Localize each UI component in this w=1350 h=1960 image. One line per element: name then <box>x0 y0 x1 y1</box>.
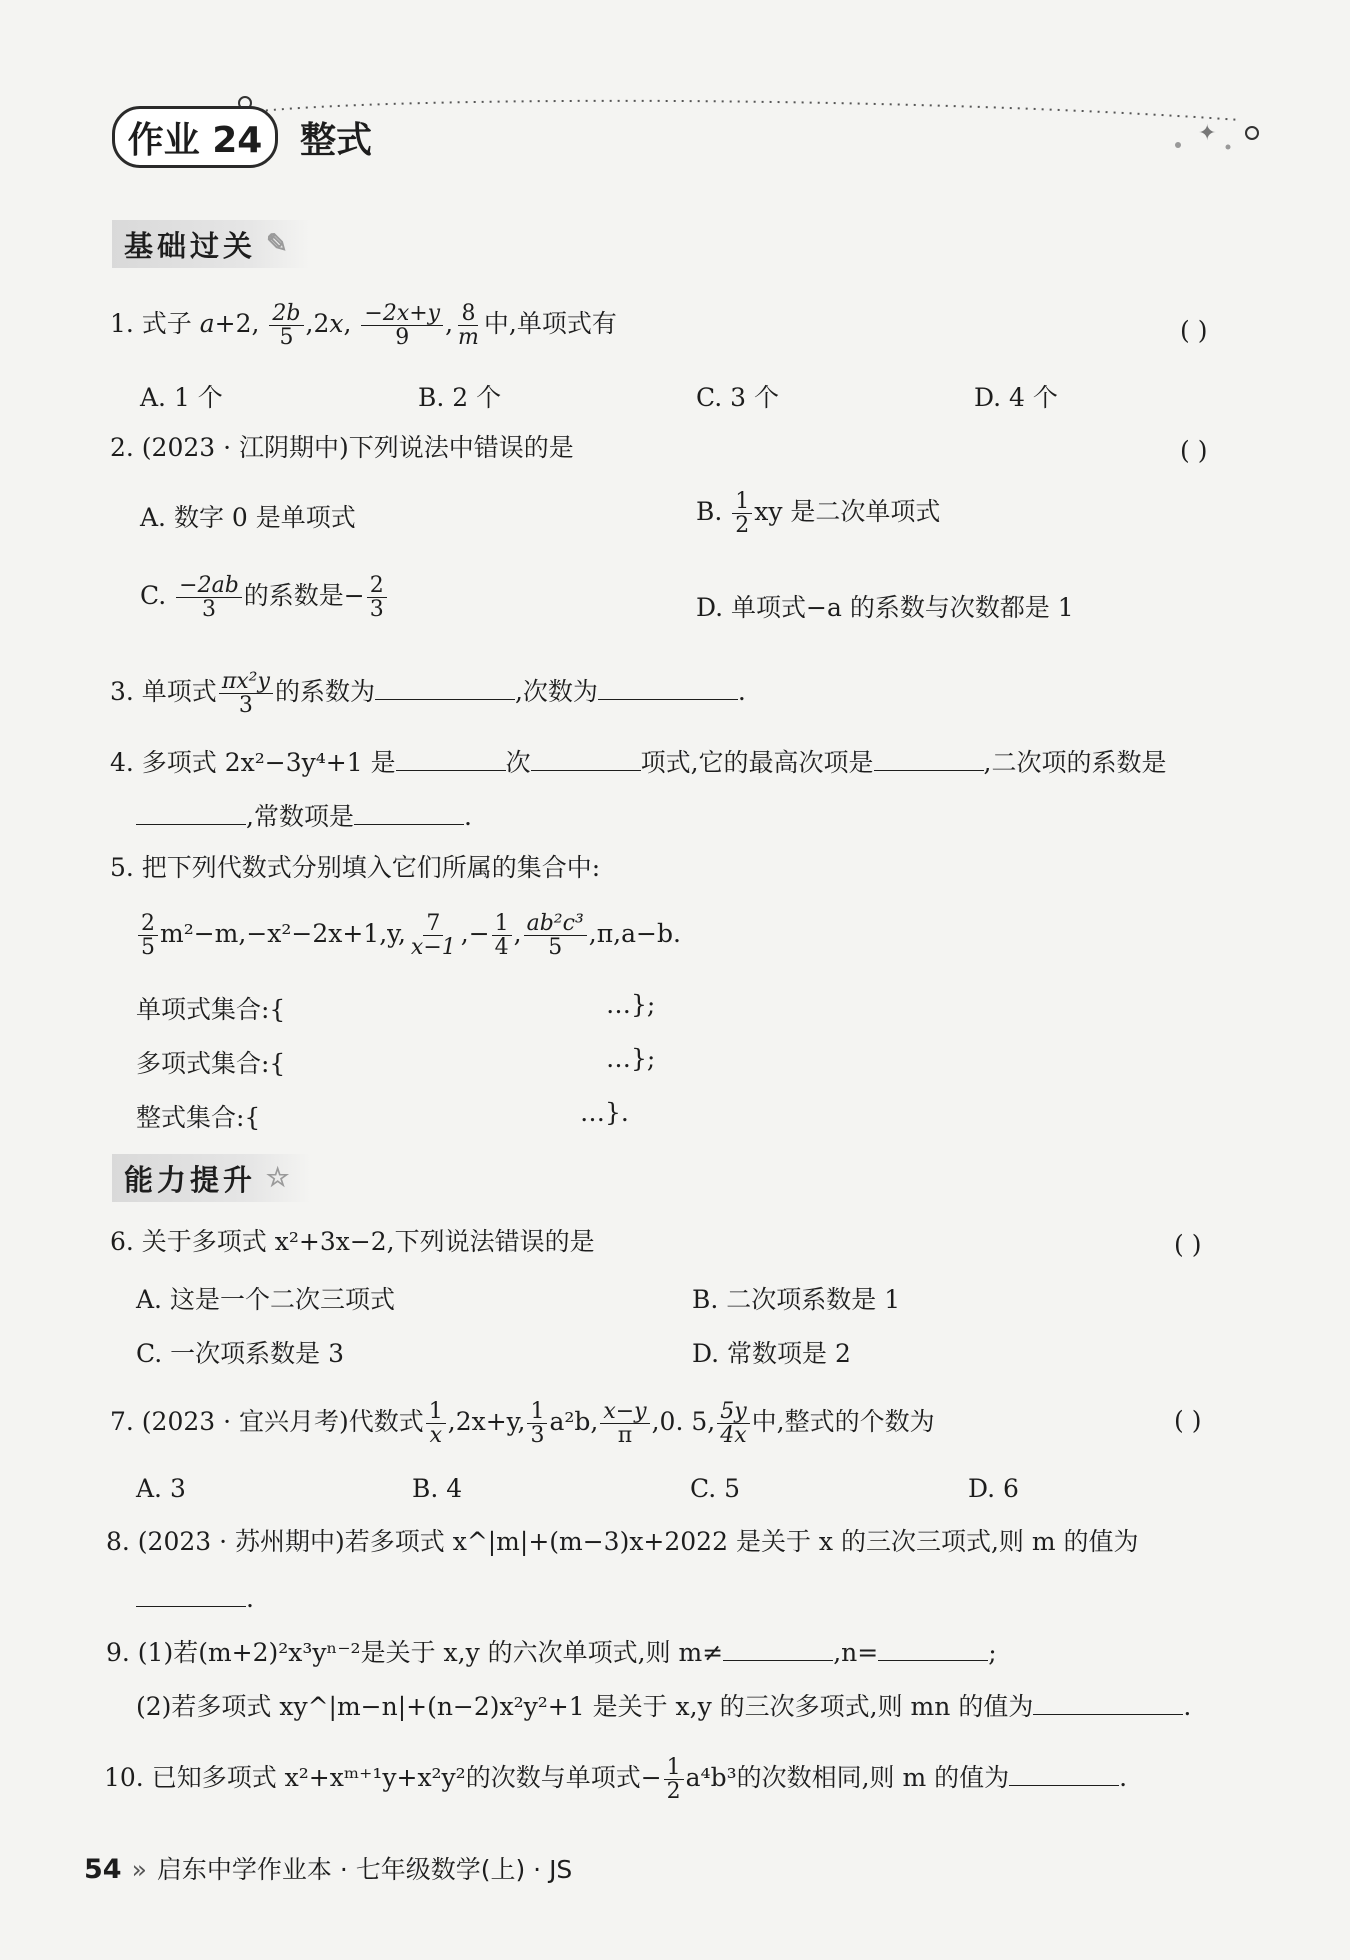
question-5: 5. 把下列代数式分别填入它们所属的集合中: <box>110 853 601 882</box>
answer-blank[interactable] <box>531 746 641 771</box>
question-10: 10. 已知多项式 x²+xᵐ⁺¹y+x²y²的次数与单项式− $\frac{1}{2}$ a⁴b³的次数相同,则 m 的值为 . <box>104 1755 1128 1805</box>
star-icon: ☆ <box>266 1163 294 1193</box>
question-8: 8. (2023 · 苏州期中)若多项式 x^|m|+(m−3)x+2022 是关于 x 的三次三项式,则 m 的值为 <box>106 1527 1139 1556</box>
set-integral: 整式集合:{ <box>136 1103 261 1132</box>
question-2: 2. (2023 · 江阴期中)下列说法中错误的是 <box>110 433 574 462</box>
answer-blank[interactable] <box>136 1582 246 1607</box>
q1-option-d: D. 4 个 <box>974 383 1058 412</box>
assignment-badge: 作业 24 <box>112 106 278 168</box>
q7-option-d: D. 6 <box>968 1474 1019 1503</box>
q1-option-c: C. 3 个 <box>696 383 779 412</box>
question-3: 3. 单项式 $\frac{\text{πx²y}}{3}$ 的系数为 ,次数为 . <box>110 669 746 719</box>
q2-option-a: A. 数字 0 是单项式 <box>140 503 356 532</box>
q6-option-c: C. 一次项系数是 3 <box>136 1339 344 1368</box>
answer-blank[interactable] <box>1033 1690 1183 1715</box>
answer-blank[interactable] <box>598 675 738 700</box>
question-8-answer: . <box>136 1582 254 1615</box>
q7-option-b: B. 4 <box>412 1474 463 1503</box>
answer-blank[interactable] <box>878 1636 988 1661</box>
question-7: 7. (2023 · 宜兴月考)代数式 $\frac{1}{x}$ ,2x+y, $\frac{1}{3}$ a²b, $\frac{x-y}{\pi}$ ,0. 5, $\frac{5y}{4x}$ 中,整式的个数为 <box>110 1399 935 1449</box>
q6-option-a: A. 这是一个二次三项式 <box>136 1285 395 1314</box>
set-polynomial: 多项式集合:{ <box>136 1049 286 1078</box>
q6-option-b: B. 二次项系数是 1 <box>692 1285 901 1314</box>
section-basic-heading <box>112 220 310 268</box>
q2-option-c: C. $\frac{-2ab}{3}$ 的系数是− $\frac{2}{3}$ <box>140 574 389 621</box>
page-number: 54 <box>84 1854 122 1885</box>
set-monomial: 单项式集合:{ <box>136 995 286 1024</box>
page-title: 整式 <box>300 120 373 161</box>
set-integral-end: …}. <box>580 1098 629 1127</box>
q1-option-b: B. 2 个 <box>418 383 502 412</box>
q7-option-c: C. 5 <box>690 1474 741 1503</box>
answer-blank[interactable] <box>136 800 246 825</box>
answer-bracket-1: ( ) <box>1180 316 1208 345</box>
question-4-cont: ,常数项是 . <box>136 800 472 833</box>
fraction: $\frac{2b}{5}$ <box>269 302 303 349</box>
question-4: 4. 多项式 2x²−3y⁴+1 是 次 项式,它的最高次项是 ,二次项的系数是 <box>110 748 1167 777</box>
q6-option-d: D. 常数项是 2 <box>692 1339 851 1368</box>
question-6: 6. 关于多项式 x²+3x−2,下列说法错误的是 <box>110 1227 595 1256</box>
question-9-part-2: (2)若多项式 xy^|m−n|+(n−2)x²y²+1 是关于 x,y 的三次多项式,则 mn 的值为 . <box>136 1692 1192 1721</box>
q7-option-a: A. 3 <box>136 1474 186 1503</box>
set-polynomial-end: …}; <box>606 1044 656 1073</box>
q2-option-d: D. 单项式−a 的系数与次数都是 1 <box>696 593 1074 622</box>
fraction: $\frac{8}{m}$ <box>458 301 479 351</box>
answer-bracket-7: ( ) <box>1174 1406 1202 1435</box>
question-1: 1. 式子 a+2, $\frac{2b}{5}$ ,2x, $\frac{-2x+y}{9}$ , $\frac{8}{m}$ 中,单项式有 <box>110 301 617 351</box>
answer-blank[interactable] <box>354 800 464 825</box>
answer-blank[interactable] <box>874 746 984 771</box>
page-footer <box>84 1850 572 1886</box>
answer-blank[interactable] <box>375 675 515 700</box>
chevron-right-icon: » <box>131 1855 147 1884</box>
section-advanced-label: 能力提升 <box>124 1162 257 1197</box>
q1-option-a: A. 1 个 <box>140 383 223 412</box>
set-monomial-end: …}; <box>606 990 656 1019</box>
section-basic-label: 基础过关 <box>124 228 257 263</box>
svg-text:✦: ✦ <box>1198 121 1217 146</box>
answer-bracket-2: ( ) <box>1180 436 1208 465</box>
question-5-expressions: $\frac{2}{5}$ m²−m,−x²−2x+1,y, $\frac{7}{x-1}$ ,− $\frac{1}{4}$ , $\frac{\text{ab²c³}}{5}$ ,π,a−b. <box>136 912 681 959</box>
answer-bracket-6: ( ) <box>1174 1230 1202 1259</box>
answer-blank[interactable] <box>1009 1761 1119 1786</box>
section-advanced-heading <box>112 1154 311 1202</box>
fraction: $\frac{-2x+y}{9}$ <box>361 302 443 349</box>
q2-option-b: B. $\frac{1}{2}$ xy 是二次单项式 <box>696 489 941 539</box>
header-decoration <box>0 0 1350 200</box>
answer-blank[interactable] <box>396 746 506 771</box>
book-title: 启东中学作业本 · 七年级数学(上) · JS <box>156 1855 573 1884</box>
pencil-icon: ✎ <box>266 229 292 259</box>
question-9-part-1: 9. (1)若(m+2)²x³yⁿ⁻²是关于 x,y 的六次单项式,则 m≠ ,n= ; <box>106 1638 997 1667</box>
answer-blank[interactable] <box>723 1636 833 1661</box>
